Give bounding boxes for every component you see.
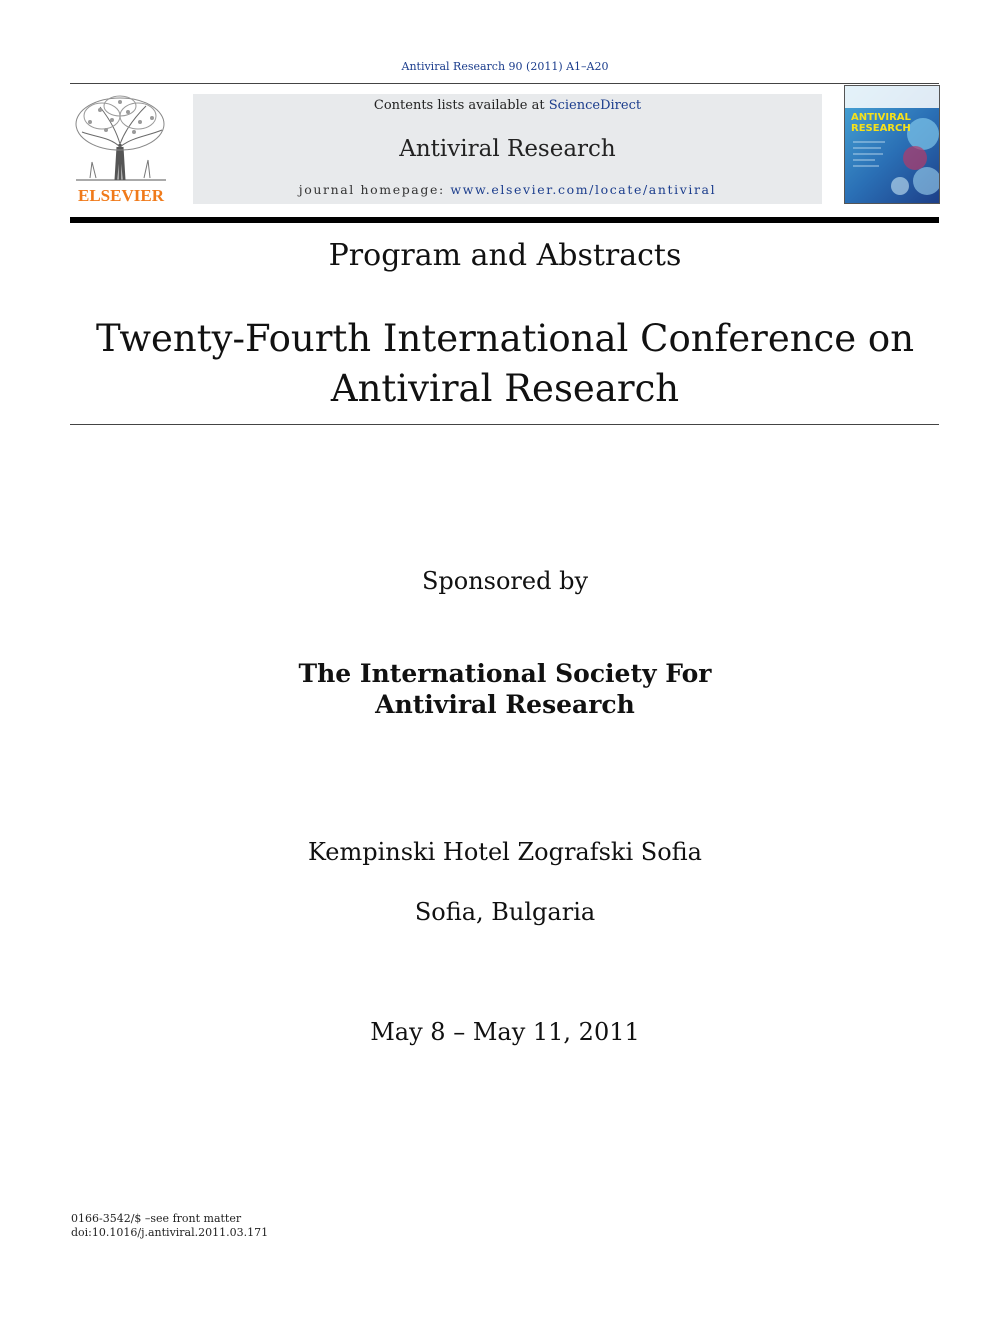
sponsored-label: Sponsored by [421,567,589,595]
footer [71,1212,268,1240]
cover-title-line2: RESEARCH [851,123,911,134]
city: Sofia, Bulgaria [414,898,596,926]
issn-line: 0166-3542/$ –see front matter [71,1212,242,1225]
cover-title [851,112,911,134]
homepage-line [193,182,822,197]
cover-title-line1: ANTIVIRAL [851,112,911,123]
title-divider [70,424,939,425]
homepage-prefix: journal homepage: [298,182,451,197]
header-top-rule [70,83,939,84]
running-head[interactable]: Antiviral Research 90 (2011) A1–A20 [401,60,609,73]
conference-title [0,314,992,414]
conference-title-line2: Antiviral Research [330,367,680,410]
elsevier-logo[interactable] [70,92,172,204]
sponsor-name [0,658,992,720]
contents-line [193,98,822,113]
conference-title-line1: Twenty-Fourth International Conference on [95,317,915,360]
elsevier-wordmark: ELSEVIER [78,186,164,205]
doi-line[interactable]: doi:10.1016/j.antiviral.2011.03.171 [71,1226,269,1239]
program-heading: Program and Abstracts [328,238,682,273]
journal-cover-thumbnail[interactable] [844,85,940,204]
cover-art-icon [845,86,939,203]
header-bottom-rule [70,217,939,223]
sponsor-name-line2: Antiviral Research [375,690,635,719]
homepage-link[interactable]: www.elsevier.com/locate/antiviral [450,182,717,197]
journal-banner [193,94,822,204]
sciencedirect-link[interactable]: ScienceDirect [548,98,642,113]
conference-dates: May 8 – May 11, 2011 [370,1018,640,1046]
journal-title: Antiviral Research [399,136,616,162]
tree-icon [70,92,172,184]
sponsor-name-line1: The International Society For [298,659,712,688]
contents-prefix: Contents lists available at [373,98,549,113]
venue: Kempinski Hotel Zografski Sofia [308,838,702,866]
